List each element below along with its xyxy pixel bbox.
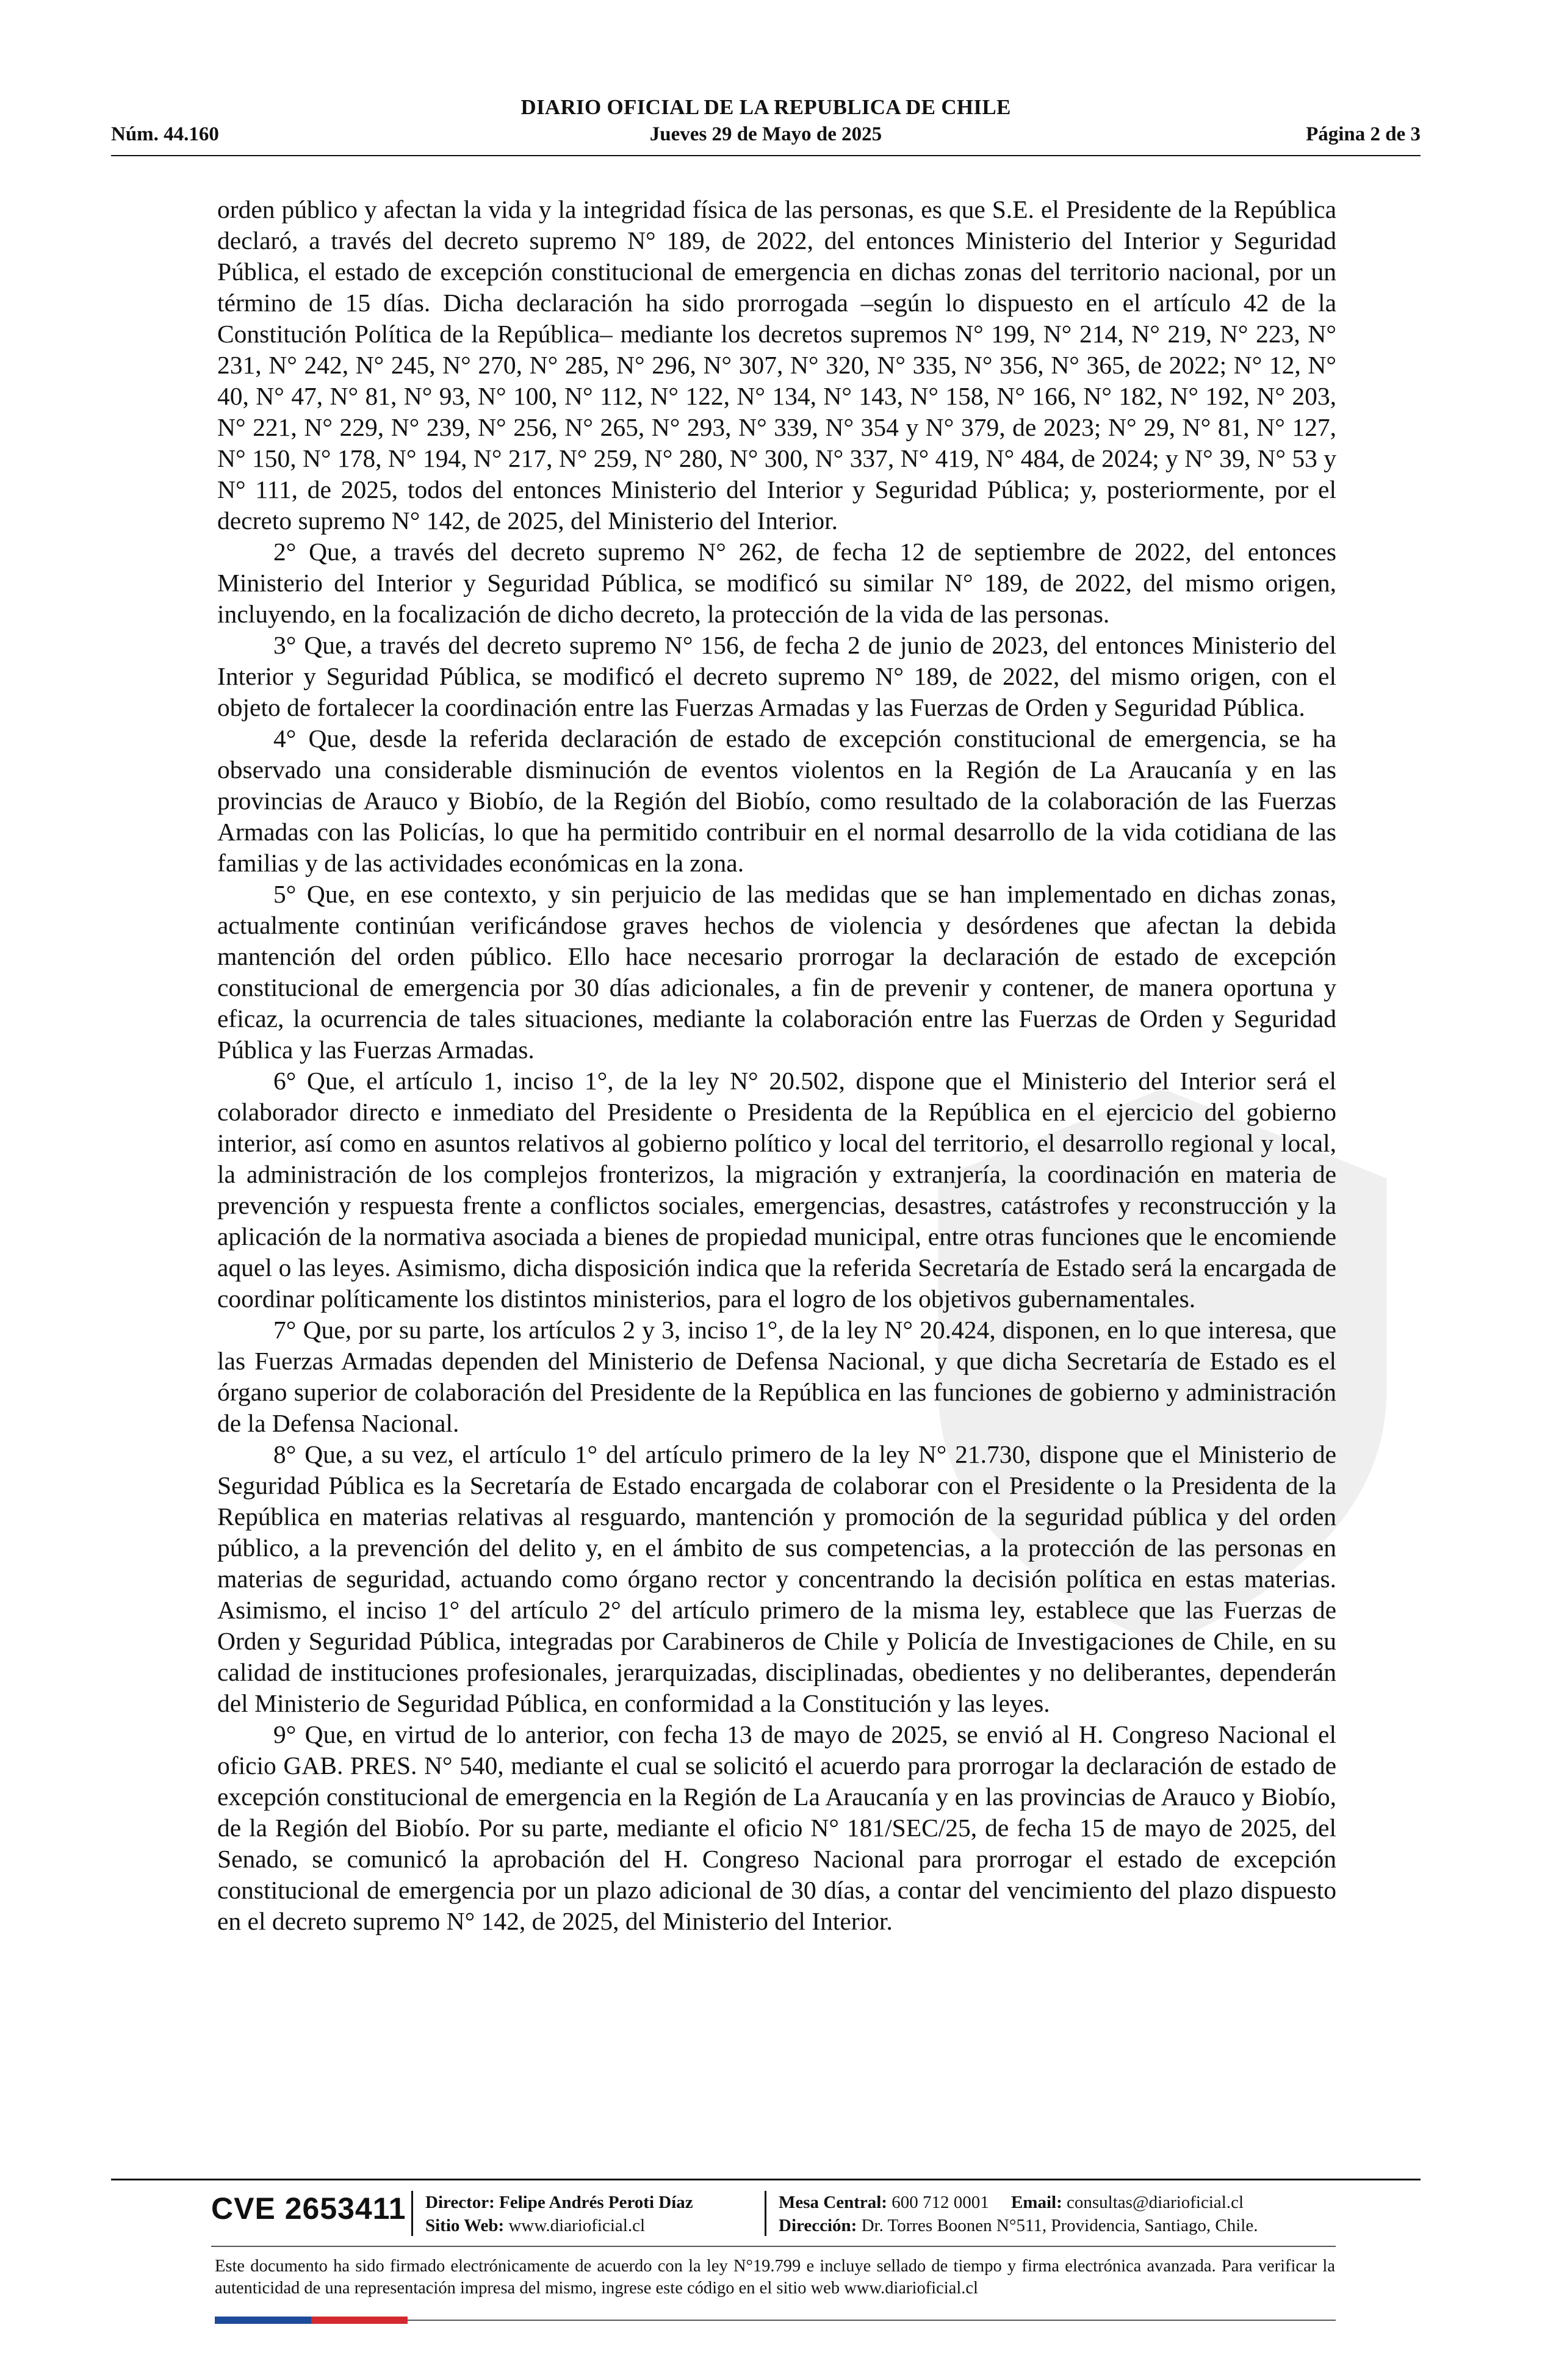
footer-director-block: [425, 2191, 693, 2237]
footer-separator: [765, 2191, 766, 2236]
newspaper-title: DIARIO OFICIAL DE LA REPUBLICA DE CHILE: [520, 95, 1011, 119]
website-link[interactable]: www.diarioficial.cl: [508, 2216, 646, 2235]
paragraph-3: 3° Que, a través del decreto supremo N° 156, de fecha 2 de junio de 2023, del entonces Ministerio del Interior y Seguridad Pública, se modificó el decreto supremo N° 189, de 2022, del mismo origen, con el objeto de fortalecer la coordinación entre las Fuerzas Armadas y las Fuerzas de Orden y Seguridad Pública.: [217, 631, 1336, 721]
paragraph-2: 2° Que, a través del decreto supremo N° 262, de fecha 12 de septiembre de 2022, del entonces Ministerio del Interior y Seguridad Pública, se modificó su similar N° 189, de 2022, del mismo origen, incluyendo, en la focalización de dicho decreto, la protección de la vida de las personas.: [217, 538, 1336, 628]
flag-red-stripe: [311, 2317, 408, 2324]
footer-contact-block: [779, 2191, 1258, 2237]
paragraph-9: 9° Que, en virtud de lo anterior, con fecha 13 de mayo de 2025, se envió al H. Congreso Nacional el oficio GAB. PRES. N° 540, mediante el cual se solicitó el acuerdo para prorrogar la declaración de estado de excepción constitucional de emergencia en la Región de La Araucanía y en las provincias de Arauco y Biobío, de la Región del Biobío. Por su parte, mediante el oficio N° 181/SEC/25, de fecha 15 de mayo de 2025, del Senado, se comunicó la aprobación del H. Congreso Nacional para prorrogar el estado de excepción constitucional de emergencia por un plazo adicional de 30 días, a contar del vencimiento del plazo dispuesto en el decreto supremo N° 142, de 2025, del Ministerio del Interior.: [217, 1720, 1336, 1935]
email-link[interactable]: consultas@diarioficial.cl: [1067, 2193, 1244, 2212]
flag-blue-stripe: [215, 2317, 311, 2324]
flag-stripe: [215, 2317, 408, 2324]
address-label: Dirección:: [779, 2216, 857, 2235]
paragraph-5: 5° Que, en ese contexto, y sin perjuicio de las medidas que se han implementado en dichas zonas, actualmente continúan verificándose graves hechos de violencia y desórdenes que afectan la debida mantención del orden público. Ello hace necesario prorrogar la declaración de estado de excepción constitucional de emergencia por 30 días adicionales, a fin de prevenir y contener, de manera oportuna y eficaz, la ocurrencia de tales situaciones, mediante la colaboración entre las Fuerzas de Orden y Seguridad Pública y las Fuerzas Armadas.: [217, 880, 1336, 1064]
header-divider: [111, 155, 1421, 156]
address-value: Dr. Torres Boonen N°511, Providencia, Santiago, Chile.: [861, 2216, 1258, 2235]
footer-separator: [411, 2191, 413, 2236]
phone-value: 600 712 0001: [891, 2193, 989, 2212]
email-label: Email:: [1010, 2193, 1062, 2212]
director-label: Director: Felipe Andrés Peroti Díaz: [425, 2193, 693, 2212]
page-header: [111, 93, 1421, 154]
issue-number: Núm. 44.160: [111, 123, 219, 145]
paragraph-4: 4° Que, desde la referida declaración de estado de excepción constitucional de emergencia, se ha observado una considerable disminución de eventos violentos en la Región de La Araucanía y en las provincias de Arauco y Biobío, de la Región del Biobío, como resultado de la colaboración de las Fuerzas Armadas con las Policías, lo que ha permitido contribuir en el normal desarrollo de la vida cotidiana de las familias y de las actividades económicas en la zona.: [217, 724, 1336, 877]
footer-divider-top: [111, 2179, 1421, 2180]
website-label: Sitio Web:: [425, 2216, 505, 2235]
document-body: [217, 194, 1336, 1937]
page-number: Página 2 de 3: [1306, 123, 1421, 145]
footer-divider-mid: [211, 2246, 1336, 2247]
paragraph-1: orden público y afectan la vida y la integridad física de las personas, es que S.E. el Presidente de la República declaró, a través del decreto supremo N° 189, de 2022, del entonces Ministerio del Interior y Seguridad Pública, el estado de excepción constitucional de emergencia en dichas zonas del territorio nacional, por un término de 15 días. Dicha declaración ha sido prorrogada –según lo dispuesto en el artículo 42 de la Constitución Política de la República– mediante los decretos supremos N° 199, N° 214, N° 219, N° 223, N° 231, N° 242, N° 245, N° 270, N° 285, N° 296, N° 307, N° 320, N° 335, N° 356, N° 365, de 2022; N° 12, N° 40, N° 47, N° 81, N° 93, N° 100, N° 112, N° 122, N° 134, N° 143, N° 158, N° 166, N° 182, N° 192, N° 203, N° 221, N° 229, N° 239, N° 256, N° 265, N° 293, N° 339, N° 354 y N° 379, de 2023; N° 29, N° 81, N° 127, N° 150, N° 178, N° 194, N° 217, N° 259, N° 280, N° 300, N° 337, N° 419, N° 484, de 2024; y N° 39, N° 53 y N° 111, de 2025, todos del entonces Ministerio del Interior y Seguridad Pública; y, posteriormente, por el decreto supremo N° 142, de 2025, del Ministerio del Interior.: [217, 195, 1336, 535]
phone-label: Mesa Central:: [779, 2193, 887, 2212]
cve-code: CVE 2653411: [211, 2191, 406, 2226]
electronic-signature-note: Este documento ha sido firmado electrónicamente de acuerdo con la ley N°19.799 e incluye sellado de tiempo y firma electrónica avanzada. Para verificar la autenticidad de una representación impresa del mismo, ingrese este código en el sitio web www.diarioficial.cl: [215, 2257, 1335, 2298]
paragraph-7: 7° Que, por su parte, los artículos 2 y 3, inciso 1°, de la ley N° 20.424, disponen, en lo que interesa, que las Fuerzas Armadas dependen del Ministerio de Defensa Nacional, y que dicha Secretaría de Estado es el órgano superior de colaboración del Presidente de la República en las funciones de gobierno y administración de la Defensa Nacional.: [217, 1316, 1336, 1437]
footer-divider-bottom: [408, 2320, 1336, 2321]
paragraph-8: 8° Que, a su vez, el artículo 1° del artículo primero de la ley N° 21.730, dispone que el Ministerio de Seguridad Pública es la Secretaría de Estado encargada de colaborar con el Presidente o la Presidenta de la República en materias relativas al resguardo, mantención y promoción de la seguridad pública y del orden público, a la prevención del delito y, en el ámbito de sus competencias, a la protección de las personas en materias de seguridad, actuando como órgano rector y concentrando la decisión política en estas materias. Asimismo, el inciso 1° del artículo 2° del artículo primero de la misma ley, establece que las Fuerzas de Orden y Seguridad Pública, integradas por Carabineros de Chile y Policía de Investigaciones de Chile, en su calidad de instituciones profesionales, jerarquizadas, disciplinadas, obedientes y no deliberantes, dependerán del Ministerio de Seguridad Pública, en conformidad a la Constitución y las leyes.: [217, 1440, 1336, 1717]
paragraph-6: 6° Que, el artículo 1, inciso 1°, de la ley N° 20.502, dispone que el Ministerio del Interior será el colaborador directo e inmediato del Presidente o Presidenta de la República en el ejercicio del gobierno interior, así como en asuntos relativos al gobierno político y local del territorio, el desarrollo regional y local, la administración de los complejos fronterizos, la migración y extranjería, la coordinación en materia de prevención y respuesta frente a conflictos sociales, emergencias, desastres, catástrofes y reconstrucción y la aplicación de la normativa asociada a bienes de propiedad municipal, entre otras funciones que le encomiende aquel o las leyes. Asimismo, dicha disposición indica que la referida Secretaría de Estado será la encargada de coordinar políticamente los distintos ministerios, para el logro de los objetivos gubernamentales.: [217, 1067, 1336, 1313]
issue-date: Jueves 29 de Mayo de 2025: [649, 123, 882, 145]
